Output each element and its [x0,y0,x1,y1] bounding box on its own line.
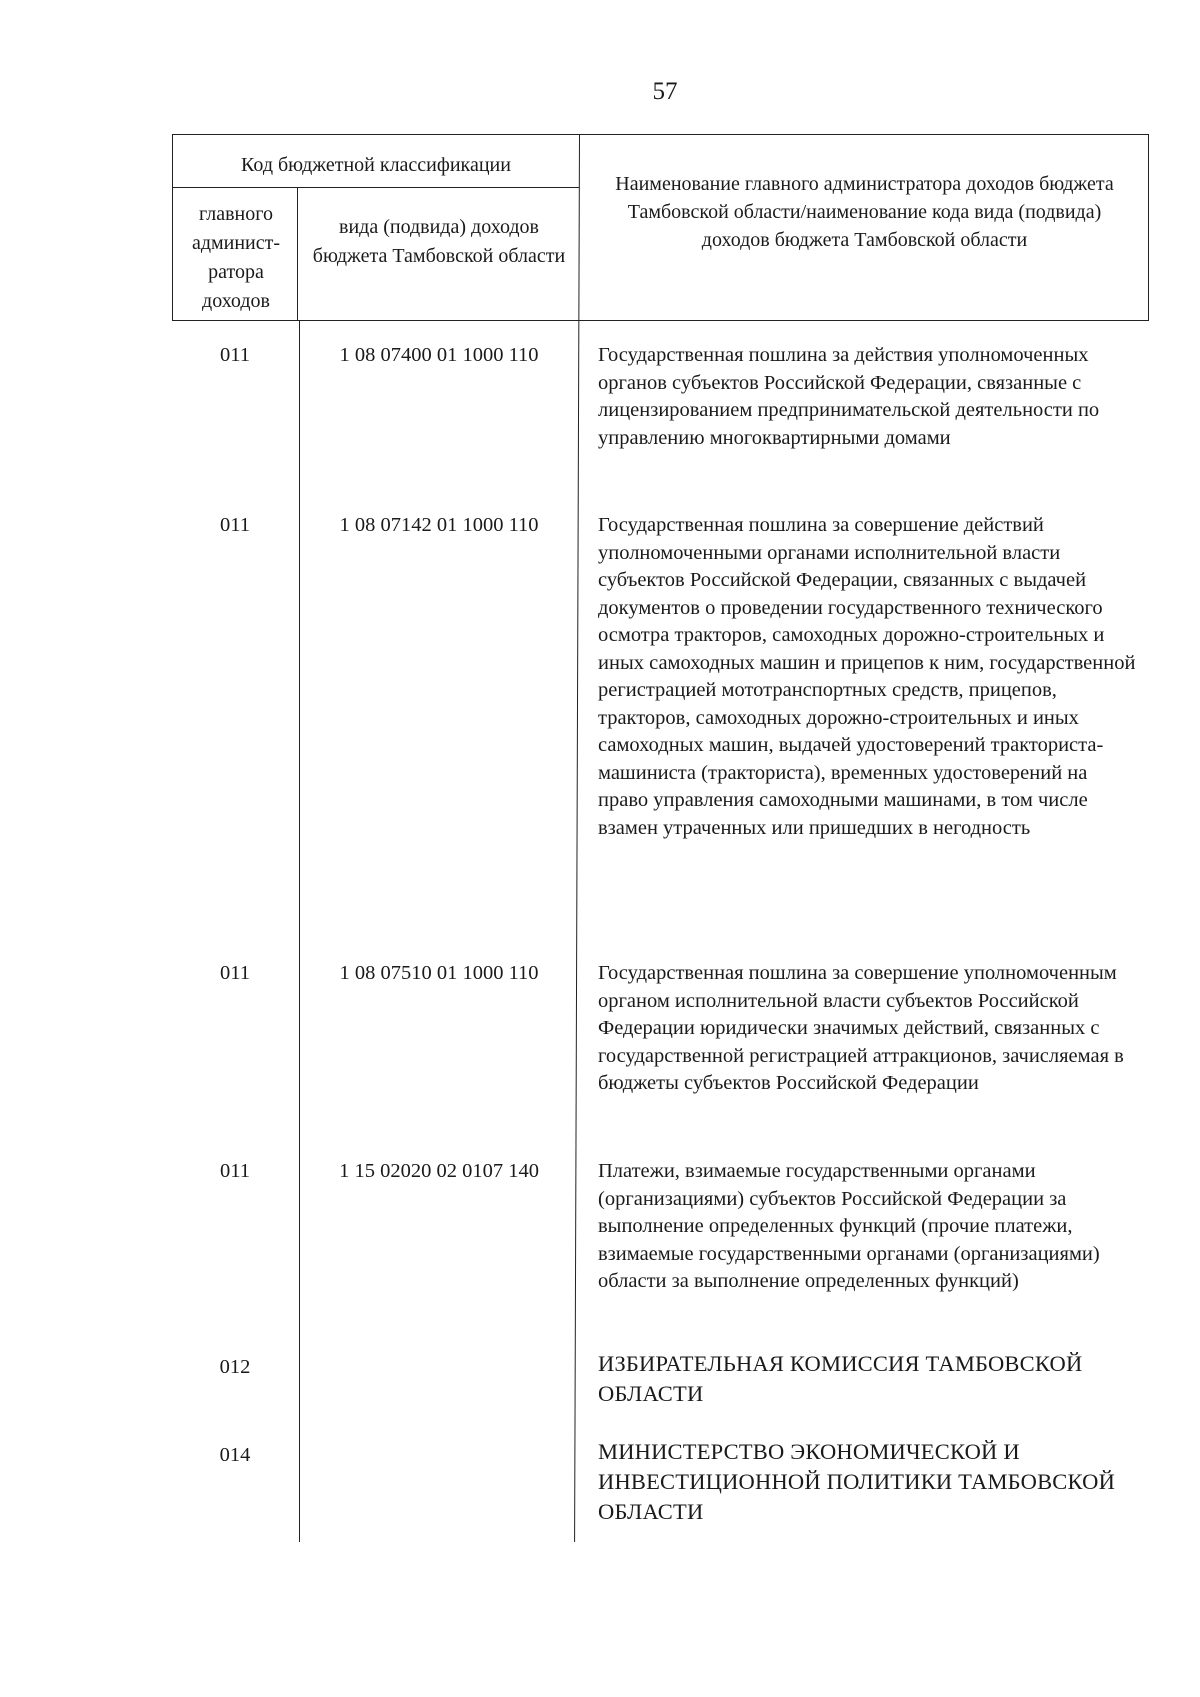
revenue-name: МИНИСТЕРСТВО ЭКОНОМИЧЕСКОЙ И ИНВЕСТИЦИОННОЙ ПОЛИТИКИ ТАМБОВСКОЙ ОБЛАСТИ [598,1439,1116,1524]
column-divider-1 [299,320,300,1542]
page-number: 57 [652,78,678,105]
table-border-header-group [172,187,579,188]
admin-code: 011 [220,514,250,536]
table-border-top [172,134,1149,135]
admin-code: 011 [220,344,250,366]
column-divider-1-header [297,187,298,321]
admin-code: 012 [219,1356,251,1378]
header-col-name: Наименование главного администратора доходов бюджета Тамбовской области/наименование кода вида (подвида) доходов бюджета Тамбовской области [615,173,1114,251]
revenue-name: Государственная пошлина за совершение действий уполномоченными органами исполнительной власти субъектов Российской Федерации, связанных с выдачей документов о проведении государственного технического осмотра тракторов, самоходных дорожно-строительных и иных самоходных машин и прицепов к ним, государственной регистрацией мототранспортных средств, прицепов, тракторов, самоходных дорожно-строительных и иных самоходных машин, выдачей удостоверений тракториста-машиниста (тракториста), временных удостоверений на право управления самоходными машинами, в том числе взамен утраченных или пришедших в негодность [598,514,1136,839]
header-col-kbk: вида (подвида) доходов бюджета Тамбовской области [312,216,566,267]
kbk-code: 1 08 07142 01 1000 110 [339,514,539,536]
kbk-code: 1 08 07400 01 1000 110 [339,344,539,366]
table-border-right [1148,134,1149,321]
admin-code: 014 [219,1444,251,1466]
revenue-name: Государственная пошлина за действия уполномоченных органов субъектов Российской Федерации, связанные с лицензированием предпринимательской деятельности по управлению многоквартирными домами [598,344,1100,449]
admin-code: 011 [220,962,250,984]
revenue-name: ИЗБИРАТЕЛЬНАЯ КОМИССИЯ ТАМБОВСКОЙ ОБЛАСТИ [598,1351,1083,1406]
header-group-title: Код бюджетной классификации [241,154,511,176]
table-border-left [172,134,173,321]
table-border-header-bottom [172,320,1149,321]
header-col-admin: главного админист-ратора доходов [191,203,281,312]
revenue-name: Государственная пошлина за совершение уполномоченным органом исполнительной власти субъектов Российской Федерации юридически значимых действий, связанных с государственной регистрацией аттракционов, зачисляемая в бюджеты субъектов Российской Федерации [598,962,1124,1094]
admin-code: 011 [220,1160,250,1182]
revenue-name: Платежи, взимаемые государственными органами (организациями) субъектов Российской Федерации за выполнение определенных функций (прочие платежи, взимаемые государственными органами (организациями) области за выполнение определенных функций) [598,1160,1100,1292]
kbk-code: 1 08 07510 01 1000 110 [339,962,539,984]
kbk-code: 1 15 02020 02 0107 140 [339,1160,539,1182]
